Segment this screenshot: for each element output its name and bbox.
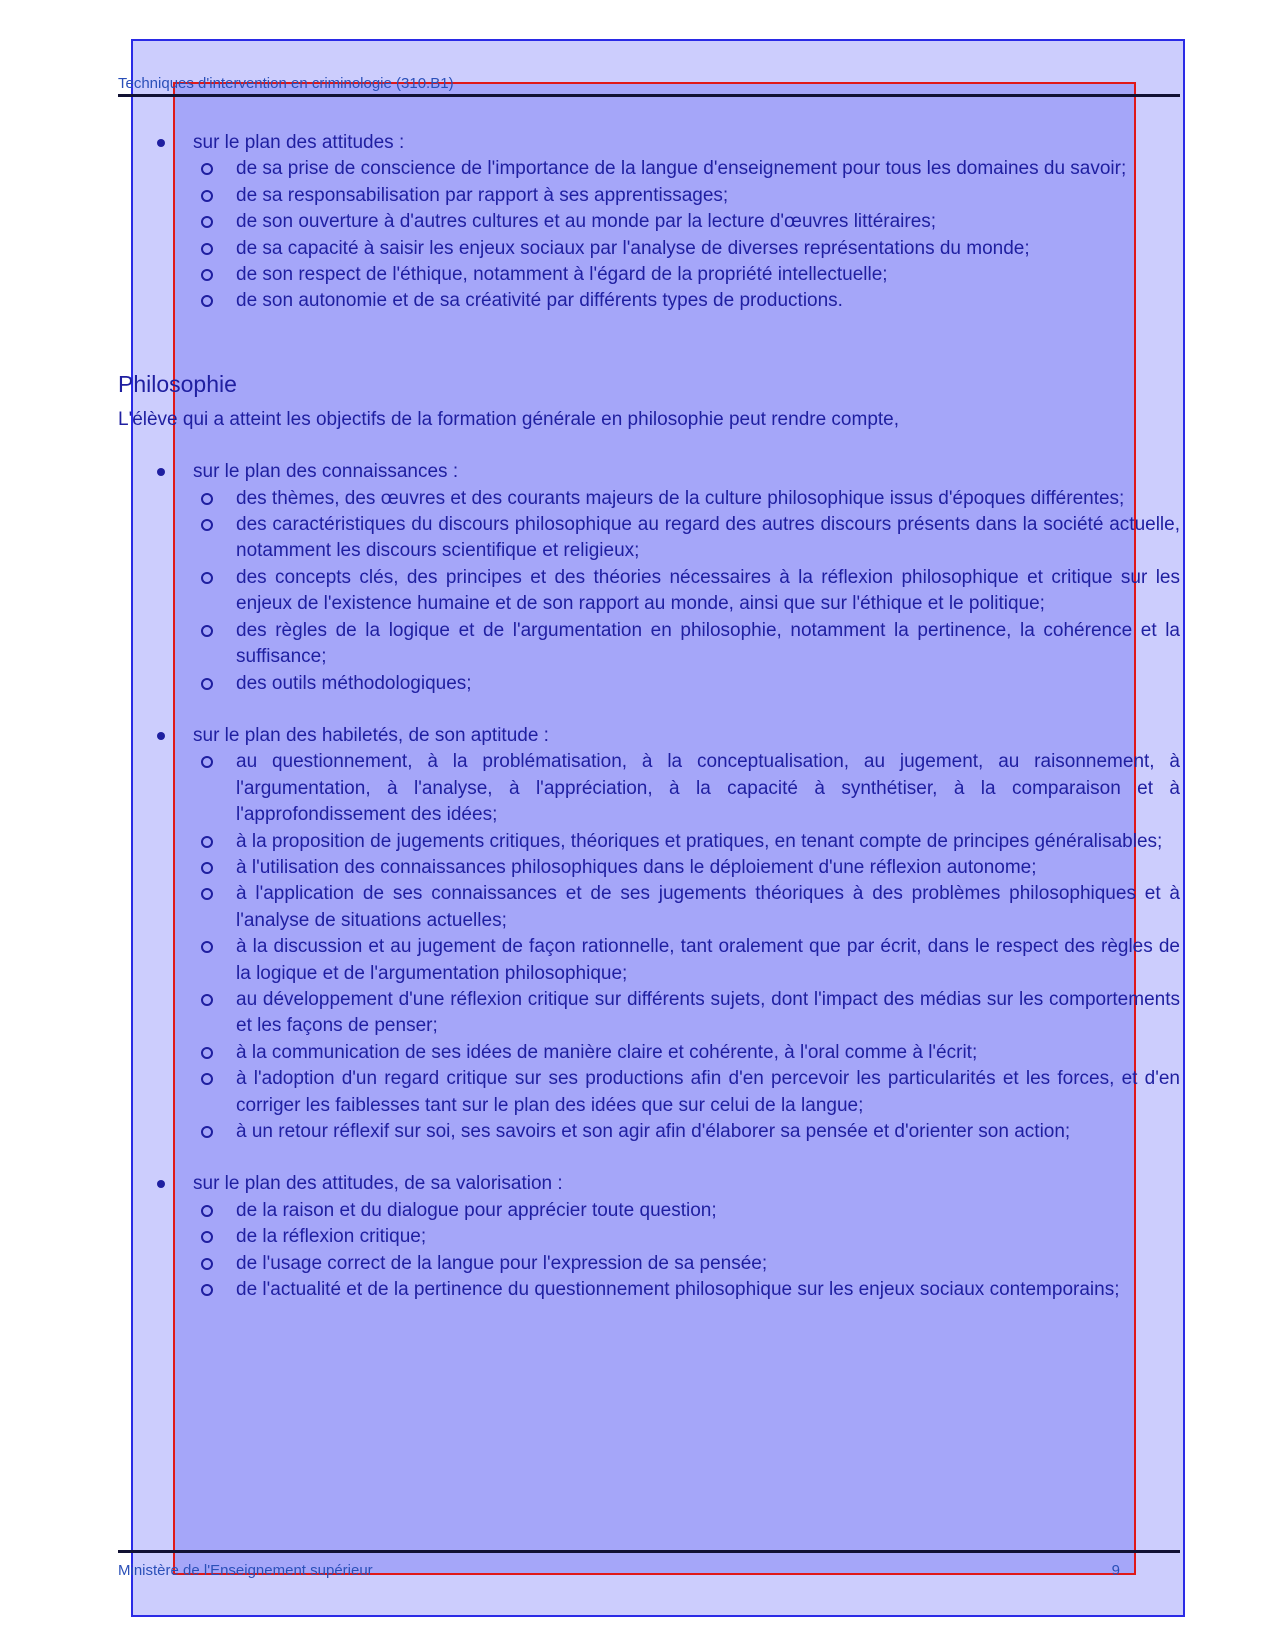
circle-bullet-icon <box>201 1073 213 1085</box>
list-item: à un retour réflexif sur soi, ses savoirs et son agir afin d'élaborer sa pensée et d'orienter son action; <box>118 1119 1180 1145</box>
circle-bullet-icon <box>201 994 213 1006</box>
circle-bullet-icon <box>201 756 213 768</box>
list-item: de l'actualité et de la pertinence du questionnement philosophique sur les enjeux sociaux contemporains; <box>118 1277 1180 1303</box>
list-item: des concepts clés, des principes et des théories nécessaires à la réflexion philosophique et critique sur les enjeux de l'existence humaine et de son rapport au monde, ainsi que sur l'éthique et le politique; <box>118 565 1180 618</box>
bullet-heading-text: sur le plan des connaissances : <box>193 461 459 483</box>
bullet-dot-icon <box>157 732 165 740</box>
circle-bullet-icon <box>201 163 213 175</box>
bullet-heading <box>118 1171 1180 1197</box>
attitudes-block <box>118 130 1180 315</box>
running-footer: Ministère de l'Enseignement supérieur <box>118 1562 373 1579</box>
list-item: des thèmes, des œuvres et des courants majeurs de la culture philosophique issus d'époques différentes; <box>118 486 1180 512</box>
section-title: Philosophie <box>118 370 237 397</box>
bullet-heading <box>118 723 1180 749</box>
bullet-heading <box>118 130 1180 156</box>
circle-bullet-icon <box>201 941 213 953</box>
circle-bullet-icon <box>201 269 213 281</box>
list-item: des caractéristiques du discours philosophique au regard des autres discours présents dans la société actuelle, notamment les discours scientifique et religieux; <box>118 512 1180 565</box>
list-item: à la proposition de jugements critiques, théoriques et pratiques, en tenant compte de principes généralisables; <box>118 829 1180 855</box>
list-item: de sa capacité à saisir les enjeux sociaux par l'analyse de diverses représentations du monde; <box>118 236 1180 262</box>
bullet-dot-icon <box>157 468 165 476</box>
bullet-dot-icon <box>157 139 165 147</box>
list-item: à la discussion et au jugement de façon rationnelle, tant oralement que par écrit, dans le respect des règles de la logique et de l'argumentation philosophique; <box>118 934 1180 987</box>
document-page <box>118 0 1180 1651</box>
bullet-dot-icon <box>157 1180 165 1188</box>
circle-bullet-icon <box>201 572 213 584</box>
list-item: de la réflexion critique; <box>118 1224 1180 1250</box>
circle-bullet-icon <box>201 1258 213 1270</box>
habiletes-block <box>118 723 1180 1146</box>
list-item: au questionnement, à la problématisation, à la conceptualisation, au jugement, au raisonnement, à l'argumentation, à l'analyse, à l'appréciation, à la capacité à synthétiser, à la comparaison et à l'approfondissement des idées; <box>118 749 1180 828</box>
list-item: au développement d'une réflexion critique sur différents sujets, dont l'impact des médias sur les comportements et les façons de penser; <box>118 987 1180 1040</box>
list-item: de l'usage correct de la langue pour l'expression de sa pensée; <box>118 1251 1180 1277</box>
circle-bullet-icon <box>201 493 213 505</box>
circle-bullet-icon <box>201 1047 213 1059</box>
list-item: des règles de la logique et de l'argumentation en philosophie, notamment la pertinence, la cohérence et la suffisance; <box>118 618 1180 671</box>
circle-bullet-icon <box>201 216 213 228</box>
circle-bullet-icon <box>201 678 213 690</box>
list-item: de sa responsabilisation par rapport à ses apprentissages; <box>118 183 1180 209</box>
list-item: de son respect de l'éthique, notamment à l'égard de la propriété intellectuelle; <box>118 262 1180 288</box>
list-item: à l'application de ses connaissances et de ses jugements théoriques à des problèmes philosophiques et à l'analyse de situations actuelles; <box>118 881 1180 934</box>
circle-bullet-icon <box>201 295 213 307</box>
list-item: à l'adoption d'un regard critique sur ses productions afin d'en percevoir les particularités et les forces, et d'en corriger les faiblesses tant sur le plan des idées que sur celui de la langue; <box>118 1066 1180 1119</box>
running-header: Techniques d'intervention en criminologie (310.B1) <box>118 75 454 92</box>
circle-bullet-icon <box>201 836 213 848</box>
circle-bullet-icon <box>201 1284 213 1296</box>
circle-bullet-icon <box>201 190 213 202</box>
bullet-heading-text: sur le plan des habiletés, de son aptitude : <box>193 724 549 746</box>
bullet-heading-text: sur le plan des attitudes : <box>193 132 405 153</box>
list-item: à l'utilisation des connaissances philosophiques dans le déploiement d'une réflexion autonome; <box>118 855 1180 881</box>
footer-rule <box>118 1550 1180 1553</box>
list-item: de son autonomie et de sa créativité par différents types de productions. <box>118 288 1180 314</box>
list-item: des outils méthodologiques; <box>118 671 1180 697</box>
connaissances-block <box>118 459 1180 697</box>
list-item: à la communication de ses idées de manière claire et cohérente, à l'oral comme à l'écrit; <box>118 1040 1180 1066</box>
circle-bullet-icon <box>201 1126 213 1138</box>
header-rule <box>118 94 1180 97</box>
list-item: de la raison et du dialogue pour apprécier toute question; <box>118 1198 1180 1224</box>
list-item: de son ouverture à d'autres cultures et au monde par la lecture d'œuvres littéraires; <box>118 209 1180 235</box>
bullet-heading <box>118 459 1180 485</box>
valorisation-block <box>118 1171 1180 1303</box>
list-item: de sa prise de conscience de l'importance de la langue d'enseignement pour tous les domaines du savoir; <box>118 156 1180 182</box>
circle-bullet-icon <box>201 862 213 874</box>
circle-bullet-icon <box>201 888 213 900</box>
circle-bullet-icon <box>201 625 213 637</box>
circle-bullet-icon <box>201 1231 213 1243</box>
page-body <box>118 130 1180 1303</box>
circle-bullet-icon <box>201 243 213 255</box>
circle-bullet-icon <box>201 519 213 531</box>
circle-bullet-icon <box>201 1205 213 1217</box>
section-intro: L'élève qui a atteint les objectifs de la formation générale en philosophie peut rendre compte, <box>118 408 900 430</box>
page-number: 9 <box>1111 1562 1120 1579</box>
bullet-heading-text: sur le plan des attitudes, de sa valorisation : <box>193 1173 563 1195</box>
